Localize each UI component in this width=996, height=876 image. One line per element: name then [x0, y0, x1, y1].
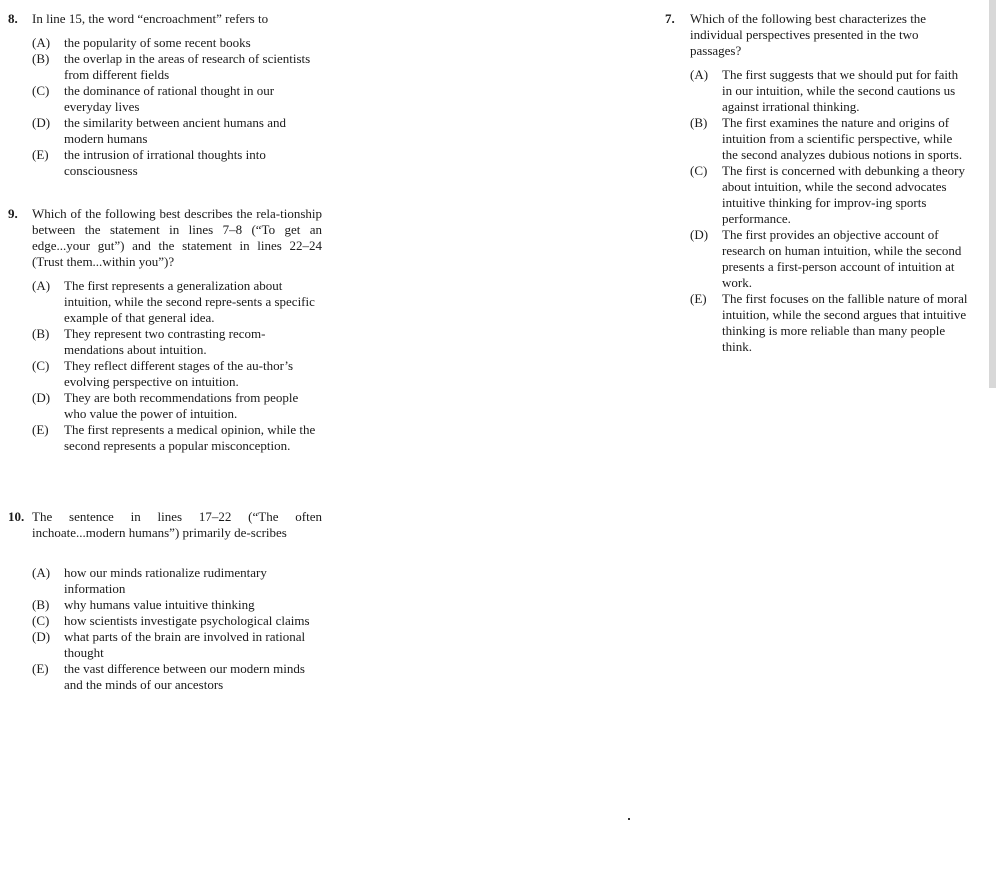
option-text: The first focuses on the fallible nature of moral intuition, while the second argues that intuitive thinking is more reliable than many people think. [722, 291, 968, 354]
option-text: how our minds rationalize rudimentary information [64, 565, 267, 596]
option-text: the intrusion of irrational thoughts into consciousness [64, 147, 266, 178]
option-text: The first represents a medical opinion, while the second represents a popular misconception. [64, 422, 316, 453]
option-letter: (A) [32, 35, 51, 50]
option-letter: (C) [32, 83, 50, 98]
option-letter: (D) [32, 390, 51, 405]
option-b[interactable] [32, 326, 322, 358]
option-c[interactable] [32, 83, 322, 115]
question-number: 7. [665, 11, 675, 26]
option-letter: (C) [32, 613, 50, 628]
question-stem: Which of the following best characterizes the individual perspectives presented in the two passages? [690, 11, 927, 58]
question-number: 10. [8, 509, 25, 524]
option-text: The first examines the nature and origins of intuition from a scientific perspective, while the second analyzes dubious notions in sports. [722, 115, 963, 162]
question-stem: The sentence in lines 17–22 (“The often inchoate...modern humans”) primarily de-scribes [32, 509, 322, 540]
option-a[interactable] [32, 278, 322, 326]
answer-options [32, 35, 322, 179]
option-text: the dominance of rational thought in our everyday lives [64, 83, 275, 114]
option-letter: (A) [690, 67, 709, 82]
option-text: the vast difference between our modern minds and the minds of our ancestors [64, 661, 305, 692]
option-letter: (C) [690, 163, 708, 178]
option-text: The first represents a generalization about intuition, while the second repre-sents a specific example of that general idea. [64, 278, 315, 325]
option-b[interactable] [690, 115, 970, 163]
option-letter: (B) [32, 597, 50, 612]
option-letter: (D) [32, 115, 51, 130]
option-letter: (B) [32, 51, 50, 66]
option-e[interactable] [32, 661, 322, 693]
option-letter: (E) [690, 291, 707, 306]
option-text: the popularity of some recent books [64, 35, 251, 50]
option-letter: (C) [32, 358, 50, 373]
option-letter: (D) [32, 629, 51, 644]
answer-options [32, 278, 322, 454]
option-d[interactable] [32, 629, 322, 661]
option-c[interactable] [32, 613, 322, 629]
option-c[interactable] [32, 358, 322, 390]
option-letter: (E) [32, 661, 49, 676]
answer-options [690, 67, 970, 355]
option-d[interactable] [690, 227, 970, 291]
option-text: They reflect different stages of the au-thor’s evolving perspective on intuition. [64, 358, 294, 389]
option-b[interactable] [32, 51, 322, 83]
option-letter: (E) [32, 147, 49, 162]
option-letter: (B) [690, 115, 708, 130]
option-letter: (B) [32, 326, 50, 341]
option-letter: (D) [690, 227, 709, 242]
option-a[interactable] [32, 35, 322, 51]
option-letter: (A) [32, 565, 51, 580]
question-stem: In line 15, the word “encroachment” refers to [32, 11, 269, 26]
answer-options [32, 565, 322, 693]
option-text: The first provides an objective account of research on human intuition, while the second presents a first-person account of intuition at work. [722, 227, 962, 290]
option-a[interactable] [690, 67, 970, 115]
question-number: 8. [8, 11, 18, 26]
option-b[interactable] [32, 597, 322, 613]
option-c[interactable] [690, 163, 970, 227]
option-text: the similarity between ancient humans and modern humans [64, 115, 287, 146]
option-text: the overlap in the areas of research of scientists from different fields [64, 51, 311, 82]
option-text: They are both recommendations from people who value the power of intuition. [64, 390, 299, 421]
option-a[interactable] [32, 565, 322, 597]
question-stem: Which of the following best describes the rela-tionship between the statement in lines 7–8 (“To get an edge...your gut”) and the statement in lines 22–24 (Trust them...within you”)? [32, 206, 322, 269]
option-e[interactable] [32, 147, 322, 179]
option-text: what parts of the brain are involved in rational thought [64, 629, 306, 660]
option-d[interactable] [32, 390, 322, 422]
option-letter: (A) [32, 278, 51, 293]
stray-mark [628, 818, 630, 820]
option-d[interactable] [32, 115, 322, 147]
option-text: They represent two contrasting recom-mendations about intuition. [64, 326, 266, 357]
option-e[interactable] [690, 291, 970, 355]
option-text: why humans value intuitive thinking [64, 597, 255, 612]
option-text: The first is concerned with debunking a theory about intuition, while the second advocates intuitive thinking for improv-ing sports performance. [722, 163, 965, 226]
option-letter: (E) [32, 422, 49, 437]
option-e[interactable] [32, 422, 322, 454]
question-number: 9. [8, 206, 18, 221]
page-edge-shadow [989, 0, 996, 388]
option-text: The first suggests that we should put for faith in our intuition, while the second cautions us against irrational thinking. [722, 67, 959, 114]
option-text: how scientists investigate psychological claims [64, 613, 310, 628]
